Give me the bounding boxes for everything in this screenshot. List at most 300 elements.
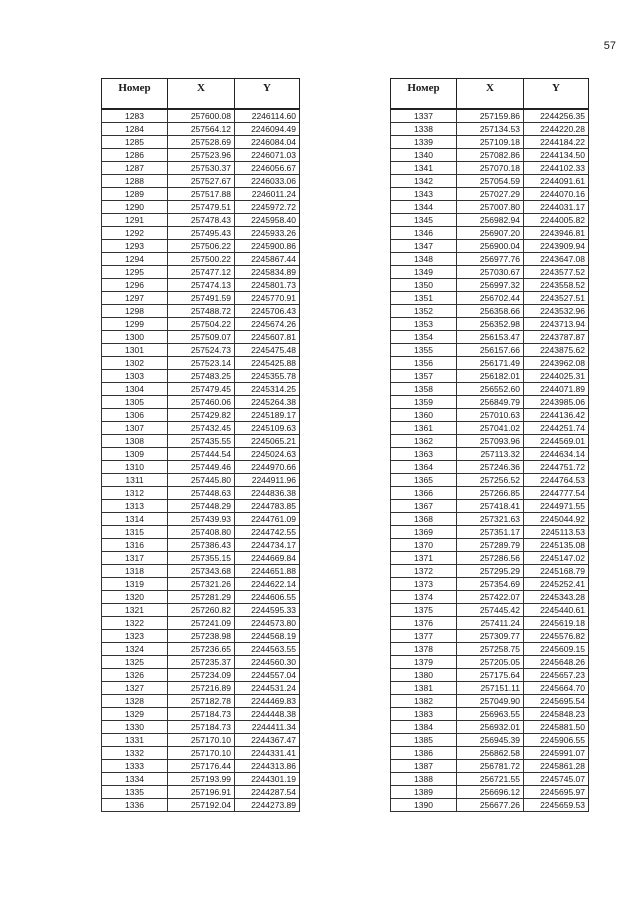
cell-x: 257170.10	[168, 747, 235, 760]
table-row	[102, 123, 300, 136]
cell-number: 1324	[102, 643, 168, 656]
table-row	[102, 383, 300, 396]
cell-x: 257109.18	[457, 136, 524, 149]
cell-y: 2245168.79	[524, 565, 589, 578]
cell-x: 257236.65	[168, 643, 235, 656]
cell-y: 2244669.84	[235, 552, 300, 565]
cell-y: 2244005.82	[524, 214, 589, 227]
cell-y: 2244777.54	[524, 487, 589, 500]
table-row	[391, 513, 589, 526]
cell-y: 2244091.61	[524, 175, 589, 188]
cell-x: 257175.64	[457, 669, 524, 682]
cell-number: 1316	[102, 539, 168, 552]
cell-x: 257238.98	[168, 630, 235, 643]
cell-y: 2243558.52	[524, 279, 589, 292]
table-row	[391, 435, 589, 448]
cell-y: 2245135.08	[524, 539, 589, 552]
cell-number: 1381	[391, 682, 457, 695]
cell-y: 2246071.03	[235, 149, 300, 162]
cell-number: 1389	[391, 786, 457, 799]
table-row	[391, 253, 589, 266]
cell-y: 2244606.55	[235, 591, 300, 604]
table-row	[102, 448, 300, 461]
cell-number: 1326	[102, 669, 168, 682]
cell-x: 257523.96	[168, 149, 235, 162]
cell-y: 2244761.09	[235, 513, 300, 526]
cell-x: 256932.01	[457, 721, 524, 734]
cell-y: 2244836.38	[235, 487, 300, 500]
table-row	[391, 734, 589, 747]
cell-x: 257041.02	[457, 422, 524, 435]
table-row	[102, 760, 300, 773]
cell-number: 1328	[102, 695, 168, 708]
cell-number: 1338	[391, 123, 457, 136]
table-row	[102, 708, 300, 721]
cell-number: 1317	[102, 552, 168, 565]
table-row	[391, 214, 589, 227]
cell-number: 1343	[391, 188, 457, 201]
cell-x: 257524.73	[168, 344, 235, 357]
table-row	[391, 109, 589, 123]
cell-x: 257527.67	[168, 175, 235, 188]
cell-number: 1379	[391, 656, 457, 669]
cell-y: 2244560.30	[235, 656, 300, 669]
cell-x: 256997.32	[457, 279, 524, 292]
cell-y: 2245695.54	[524, 695, 589, 708]
cell-y: 2244031.17	[524, 201, 589, 214]
table-row	[102, 630, 300, 643]
table-row	[391, 201, 589, 214]
table-row	[391, 344, 589, 357]
column-header-number: Номер	[391, 79, 457, 110]
cell-x: 256900.04	[457, 240, 524, 253]
cell-number: 1295	[102, 266, 168, 279]
cell-number: 1322	[102, 617, 168, 630]
cell-number: 1337	[391, 109, 457, 123]
cell-y: 2244331.41	[235, 747, 300, 760]
cell-x: 257479.51	[168, 201, 235, 214]
cell-x: 257600.08	[168, 109, 235, 123]
cell-number: 1361	[391, 422, 457, 435]
cell-number: 1342	[391, 175, 457, 188]
table-row	[391, 123, 589, 136]
column-header-x: X	[457, 79, 524, 110]
cell-y: 2245607.81	[235, 331, 300, 344]
cell-number: 1358	[391, 383, 457, 396]
cell-x: 257170.10	[168, 734, 235, 747]
cell-number: 1284	[102, 123, 168, 136]
cell-x: 257007.80	[457, 201, 524, 214]
table-row	[102, 279, 300, 292]
table-row	[391, 630, 589, 643]
cell-number: 1386	[391, 747, 457, 760]
cell-y: 2245933.26	[235, 227, 300, 240]
cell-x: 257235.37	[168, 656, 235, 669]
cell-number: 1336	[102, 799, 168, 812]
cell-y: 2243909.94	[524, 240, 589, 253]
table-row	[391, 773, 589, 786]
page-number: 57	[603, 40, 616, 52]
table-row	[102, 695, 300, 708]
cell-number: 1353	[391, 318, 457, 331]
cell-number: 1321	[102, 604, 168, 617]
cell-y: 2244742.55	[235, 526, 300, 539]
cell-number: 1371	[391, 552, 457, 565]
cell-number: 1345	[391, 214, 457, 227]
cell-x: 256157.66	[457, 344, 524, 357]
cell-x: 257321.26	[168, 578, 235, 591]
cell-number: 1331	[102, 734, 168, 747]
table-row	[102, 253, 300, 266]
table-row	[102, 370, 300, 383]
cell-x: 257134.53	[457, 123, 524, 136]
cell-y: 2243577.52	[524, 266, 589, 279]
table-row	[102, 162, 300, 175]
cell-number: 1304	[102, 383, 168, 396]
cell-y: 2245861.28	[524, 760, 589, 773]
cell-number: 1302	[102, 357, 168, 370]
cell-y: 2244070.16	[524, 188, 589, 201]
table-row	[102, 409, 300, 422]
table-row	[102, 656, 300, 669]
cell-number: 1312	[102, 487, 168, 500]
cell-x: 257256.52	[457, 474, 524, 487]
cell-number: 1377	[391, 630, 457, 643]
cell-x: 256352.98	[457, 318, 524, 331]
table-row	[391, 799, 589, 812]
cell-number: 1315	[102, 526, 168, 539]
cell-x: 257528.69	[168, 136, 235, 149]
cell-y: 2245648.26	[524, 656, 589, 669]
cell-y: 2243962.08	[524, 357, 589, 370]
cell-y: 2245147.02	[524, 552, 589, 565]
cell-number: 1348	[391, 253, 457, 266]
table-row	[391, 708, 589, 721]
cell-number: 1369	[391, 526, 457, 539]
cell-x: 257495.43	[168, 227, 235, 240]
cell-x: 256907.20	[457, 227, 524, 240]
cell-x: 257408.80	[168, 526, 235, 539]
cell-number: 1290	[102, 201, 168, 214]
cell-y: 2244764.53	[524, 474, 589, 487]
cell-number: 1313	[102, 500, 168, 513]
cell-y: 2244102.33	[524, 162, 589, 175]
cell-y: 2245991.07	[524, 747, 589, 760]
cell-number: 1301	[102, 344, 168, 357]
cell-number: 1367	[391, 500, 457, 513]
cell-y: 2245065.21	[235, 435, 300, 448]
table-row	[102, 552, 300, 565]
cell-y: 2244287.54	[235, 786, 300, 799]
cell-number: 1359	[391, 396, 457, 409]
cell-x: 257432.45	[168, 422, 235, 435]
cell-number: 1378	[391, 643, 457, 656]
cell-y: 2243527.51	[524, 292, 589, 305]
cell-number: 1355	[391, 344, 457, 357]
cell-number: 1362	[391, 435, 457, 448]
cell-y: 2245972.72	[235, 201, 300, 214]
cell-number: 1383	[391, 708, 457, 721]
cell-x: 257474.13	[168, 279, 235, 292]
cell-y: 2245657.23	[524, 669, 589, 682]
table-row	[391, 565, 589, 578]
cell-y: 2245695.97	[524, 786, 589, 799]
cell-number: 1366	[391, 487, 457, 500]
cell-x: 257351.17	[457, 526, 524, 539]
cell-x: 257049.90	[457, 695, 524, 708]
cell-number: 1319	[102, 578, 168, 591]
table-row	[391, 318, 589, 331]
cell-y: 2245867.44	[235, 253, 300, 266]
table-row	[391, 136, 589, 149]
coordinates-table-left	[101, 78, 300, 812]
table-row	[102, 643, 300, 656]
table-row	[102, 500, 300, 513]
cell-y: 2245109.63	[235, 422, 300, 435]
cell-y: 2244569.01	[524, 435, 589, 448]
cell-x: 257010.63	[457, 409, 524, 422]
cell-y: 2243985.06	[524, 396, 589, 409]
cell-y: 2243787.87	[524, 331, 589, 344]
cell-y: 2245024.63	[235, 448, 300, 461]
cell-y: 2245425.88	[235, 357, 300, 370]
table-row	[391, 331, 589, 344]
table-row	[391, 760, 589, 773]
cell-number: 1293	[102, 240, 168, 253]
cell-y: 2245834.89	[235, 266, 300, 279]
cell-y: 2244751.72	[524, 461, 589, 474]
table-row	[391, 292, 589, 305]
cell-y: 2245619.18	[524, 617, 589, 630]
cell-number: 1374	[391, 591, 457, 604]
cell-x: 257517.88	[168, 188, 235, 201]
table-row	[391, 149, 589, 162]
cell-x: 257295.29	[457, 565, 524, 578]
cell-x: 256182.01	[457, 370, 524, 383]
cell-number: 1352	[391, 305, 457, 318]
cell-number: 1283	[102, 109, 168, 123]
cell-x: 256982.94	[457, 214, 524, 227]
cell-number: 1380	[391, 669, 457, 682]
cell-x: 256171.49	[457, 357, 524, 370]
cell-number: 1375	[391, 604, 457, 617]
cell-number: 1299	[102, 318, 168, 331]
cell-x: 257449.46	[168, 461, 235, 474]
cell-number: 1339	[391, 136, 457, 149]
cell-x: 257241.09	[168, 617, 235, 630]
table-row	[391, 279, 589, 292]
table-row	[391, 162, 589, 175]
cell-y: 2245314.25	[235, 383, 300, 396]
table-row	[391, 721, 589, 734]
cell-x: 257491.59	[168, 292, 235, 305]
table-row	[391, 617, 589, 630]
cell-y: 2244367.47	[235, 734, 300, 747]
cell-x: 257281.29	[168, 591, 235, 604]
cell-number: 1340	[391, 149, 457, 162]
cell-number: 1329	[102, 708, 168, 721]
cell-x: 257355.15	[168, 552, 235, 565]
cell-x: 257439.93	[168, 513, 235, 526]
cell-x: 257113.32	[457, 448, 524, 461]
cell-number: 1325	[102, 656, 168, 669]
table-row	[102, 357, 300, 370]
table-row	[102, 682, 300, 695]
table-row	[102, 513, 300, 526]
cell-x: 257234.09	[168, 669, 235, 682]
cell-y: 2243713.94	[524, 318, 589, 331]
cell-number: 1368	[391, 513, 457, 526]
cell-x: 256153.47	[457, 331, 524, 344]
table-row	[102, 799, 300, 812]
cell-number: 1296	[102, 279, 168, 292]
cell-y: 2244557.04	[235, 669, 300, 682]
table-row	[391, 552, 589, 565]
cell-y: 2244531.24	[235, 682, 300, 695]
cell-number: 1356	[391, 357, 457, 370]
cell-x: 256721.55	[457, 773, 524, 786]
cell-y: 2245475.48	[235, 344, 300, 357]
cell-number: 1347	[391, 240, 457, 253]
cell-y: 2244651.88	[235, 565, 300, 578]
cell-y: 2245440.61	[524, 604, 589, 617]
table-row	[102, 175, 300, 188]
cell-y: 2245848.23	[524, 708, 589, 721]
cell-x: 257500.22	[168, 253, 235, 266]
cell-y: 2244622.14	[235, 578, 300, 591]
cell-number: 1291	[102, 214, 168, 227]
table-row	[102, 734, 300, 747]
column-header-x: X	[168, 79, 235, 110]
cell-x: 257070.18	[457, 162, 524, 175]
cell-x: 257523.14	[168, 357, 235, 370]
cell-y: 2245189.17	[235, 409, 300, 422]
cell-x: 257448.29	[168, 500, 235, 513]
cell-x: 257184.73	[168, 708, 235, 721]
table-row	[102, 188, 300, 201]
cell-x: 257216.89	[168, 682, 235, 695]
cell-x: 257564.12	[168, 123, 235, 136]
table-row	[102, 747, 300, 760]
cell-x: 257386.43	[168, 539, 235, 552]
table-row	[102, 136, 300, 149]
cell-x: 257418.41	[457, 500, 524, 513]
cell-number: 1289	[102, 188, 168, 201]
cell-x: 257422.07	[457, 591, 524, 604]
cell-x: 257027.29	[457, 188, 524, 201]
cell-y: 2244783.85	[235, 500, 300, 513]
table-row	[102, 786, 300, 799]
table-row	[391, 487, 589, 500]
cell-y: 2244025.31	[524, 370, 589, 383]
cell-y: 2244971.55	[524, 500, 589, 513]
cell-x: 257266.85	[457, 487, 524, 500]
cell-number: 1292	[102, 227, 168, 240]
cell-x: 257258.75	[457, 643, 524, 656]
cell-number: 1357	[391, 370, 457, 383]
cell-y: 2245264.38	[235, 396, 300, 409]
cell-y: 2243532.96	[524, 305, 589, 318]
table-row	[102, 240, 300, 253]
cell-y: 2243946.81	[524, 227, 589, 240]
cell-x: 257054.59	[457, 175, 524, 188]
cell-y: 2245355.78	[235, 370, 300, 383]
cell-x: 257093.96	[457, 435, 524, 448]
cell-y: 2244970.66	[235, 461, 300, 474]
cell-x: 256358.66	[457, 305, 524, 318]
table-row	[102, 669, 300, 682]
cell-number: 1318	[102, 565, 168, 578]
cell-y: 2244411.34	[235, 721, 300, 734]
table-row	[391, 474, 589, 487]
cell-number: 1308	[102, 435, 168, 448]
cell-y: 2245576.82	[524, 630, 589, 643]
cell-number: 1351	[391, 292, 457, 305]
table-row	[102, 109, 300, 123]
cell-x: 257445.42	[457, 604, 524, 617]
table-row	[391, 305, 589, 318]
cell-x: 257429.82	[168, 409, 235, 422]
cell-x: 257444.54	[168, 448, 235, 461]
cell-number: 1287	[102, 162, 168, 175]
table-row	[102, 292, 300, 305]
table-row	[391, 591, 589, 604]
cell-number: 1335	[102, 786, 168, 799]
cell-x: 257477.12	[168, 266, 235, 279]
table-row	[391, 409, 589, 422]
cell-x: 256977.76	[457, 253, 524, 266]
table-row	[102, 461, 300, 474]
cell-x: 257445.80	[168, 474, 235, 487]
table-row	[391, 643, 589, 656]
cell-x: 256963.55	[457, 708, 524, 721]
table-row	[102, 474, 300, 487]
cell-number: 1344	[391, 201, 457, 214]
cell-x: 257435.55	[168, 435, 235, 448]
cell-y: 2244071.89	[524, 383, 589, 396]
table-row	[391, 266, 589, 279]
cell-number: 1320	[102, 591, 168, 604]
cell-y: 2246011.24	[235, 188, 300, 201]
cell-y: 2245770.91	[235, 292, 300, 305]
cell-x: 257460.06	[168, 396, 235, 409]
cell-y: 2244595.33	[235, 604, 300, 617]
cell-number: 1327	[102, 682, 168, 695]
cell-y: 2245044.92	[524, 513, 589, 526]
cell-y: 2244563.55	[235, 643, 300, 656]
table-row	[391, 500, 589, 513]
cell-number: 1385	[391, 734, 457, 747]
table-row	[102, 318, 300, 331]
cell-x: 257176.44	[168, 760, 235, 773]
cell-y: 2245706.43	[235, 305, 300, 318]
cell-y: 2245674.26	[235, 318, 300, 331]
table-row	[391, 448, 589, 461]
cell-y: 2245113.53	[524, 526, 589, 539]
cell-number: 1334	[102, 773, 168, 786]
table-row	[391, 383, 589, 396]
table-row	[391, 396, 589, 409]
cell-y: 2244568.19	[235, 630, 300, 643]
table-row	[391, 604, 589, 617]
cell-x: 257478.43	[168, 214, 235, 227]
cell-y: 2245659.53	[524, 799, 589, 812]
table-row	[102, 396, 300, 409]
cell-number: 1350	[391, 279, 457, 292]
cell-number: 1297	[102, 292, 168, 305]
cell-number: 1294	[102, 253, 168, 266]
cell-y: 2244469.83	[235, 695, 300, 708]
